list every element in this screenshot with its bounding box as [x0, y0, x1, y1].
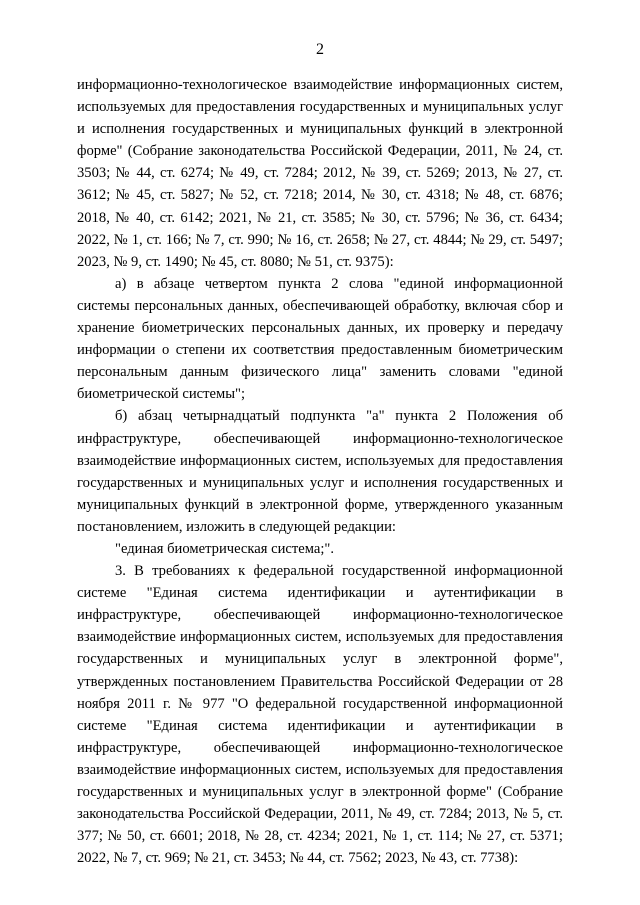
page-number: 2 — [316, 41, 324, 58]
paragraph-item-3: 3. В требованиях к федеральной государственной информационной системе "Единая система идентификации и аутентификации в инфраструктуре, обеспечивающей информационно-технологическое взаимодействие информационных систем, используемых для предоставления государственных и муниципальных услуг в электронной форме", утвержденных постановлением Правительства Российской Федерации от 28 ноября 2011 г. № 977 "О федеральной государственной информационной системе "Единая система идентификации и аутентификации в инфраструктуре, обеспечивающей информационно-технологическое взаимодействие информационных систем, используемых для предоставления государственных и муниципальных услуг в электронной форме" (Собрание законодательства Российской Федерации, 2011, № 49, ст. 7284; 2013, № 5, ст. 377; № 50, ст. 6601; 2018, № 28, ст. 4234; 2021, № 1, ст. 114; № 27, ст. 5371; 2022, № 7, ст. 969; № 21, ст. 3453; № 44, ст. 7562; 2023, № 43, ст. 7738): — [77, 563, 563, 867]
paragraph-item-a: а) в абзаце четвертом пункта 2 слова "единой информационной системы персональных данных, обеспечивающей обработку, включая сбор и хранение биометрических персональных данных, их проверку и передачу информации о степени их соответствия предоставленным биометрическим персональным данным физического лица" заменить словами "единой биометрической системы"; — [77, 275, 563, 403]
paragraph-item-b: б) абзац четырнадцатый подпункта "а" пункта 2 Положения об инфраструктуре, обеспечивающей информационно-технологическое взаимодействие информационных систем, используемых для предоставления государственных и муниципальных услуг и исполнения государственных и муниципальных функций в электронной форме, утвержденного указанным постановлением, изложить в следующей редакции: — [77, 408, 563, 535]
document-body — [77, 74, 563, 869]
paragraph-continuation: информационно-технологическое взаимодействие информационных систем, используемых для предоставления государственных и муниципальных услуг и исполнения государственных и муниципальных функций в электронной форме" (Собрание законодательства Российской Федерации, 2011, № 24, ст. 3503; № 44, ст. 6274; № 49, ст. 7284; 2012, № 39, ст. 5269; 2013, № 27, ст. 3612; № 45, ст. 5827; № 52, ст. 7218; 2014, № 30, ст. 4318; № 48, ст. 6876; 2018, № 40, ст. 6142; 2021, № 21, ст. 3585; № 30, ст. 5796; № 36, ст. 6434; 2022, № 1, ст. 166; № 7, ст. 990; № 16, ст. 2658; № 27, ст. 4844; № 29, ст. 5497; 2023, № 9, ст. 1490; № 45, ст. 8080; № 51, ст. 9375): — [77, 77, 563, 270]
paragraph-new-wording: "единая биометрическая система;". — [115, 540, 335, 557]
